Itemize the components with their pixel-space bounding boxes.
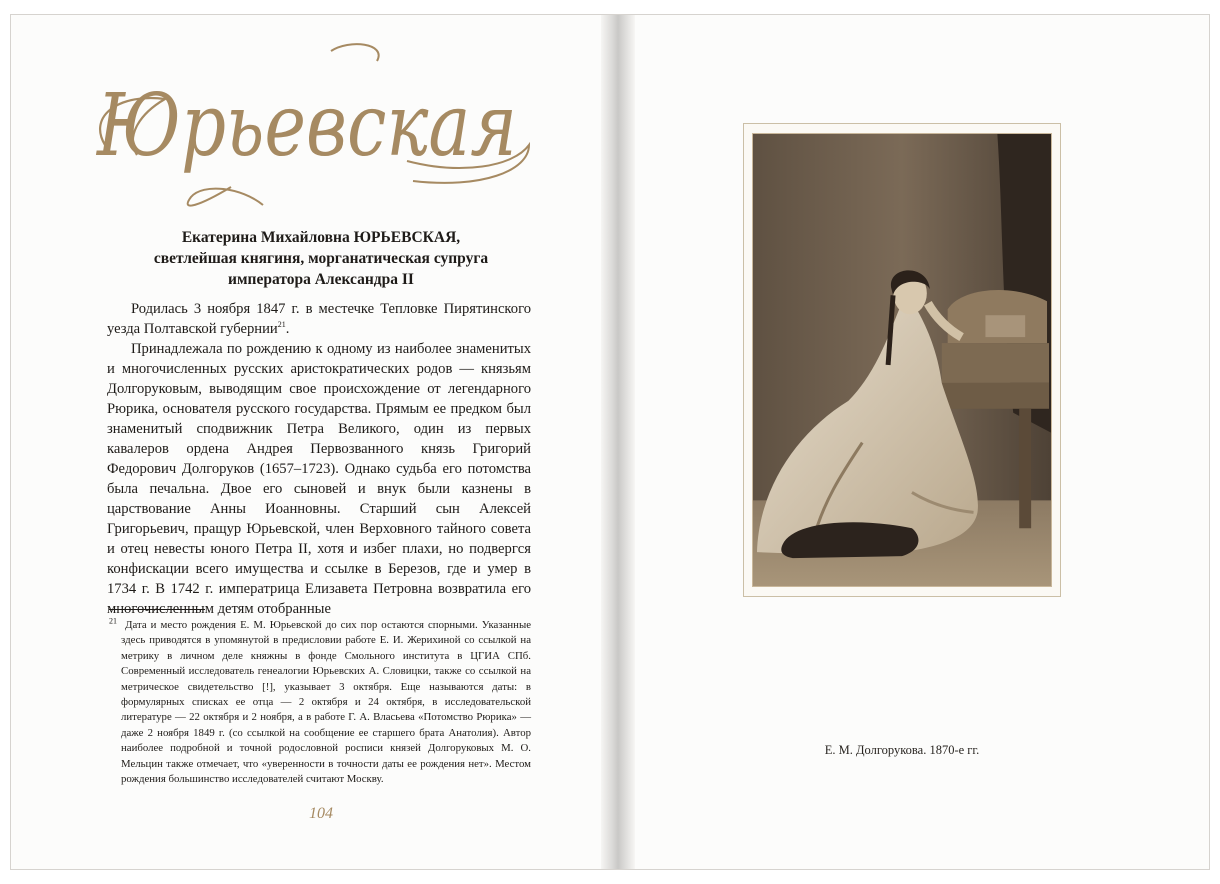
footnote-number: 21 <box>109 616 117 626</box>
paragraph-birth-text: Родилась 3 ноября 1847 г. в местечке Тепловке Пирятинского уезда Полтавской губернии <box>107 301 531 337</box>
body-text <box>107 299 531 619</box>
title-flourish-top <box>331 44 379 61</box>
left-page <box>11 15 606 869</box>
title-flourish-bottom <box>188 187 263 206</box>
portrait-photo <box>752 133 1052 587</box>
book-spread <box>10 14 1210 870</box>
heading-line-title: светлейшая княгиня, морганатическая супруга <box>153 250 489 267</box>
footnote-divider <box>109 609 205 610</box>
heading-line-name: Екатерина Михайловна ЮРЬЕВСКАЯ, <box>181 229 461 246</box>
chapter-title <box>81 37 531 213</box>
footnote-ref[interactable]: 21 <box>277 320 286 330</box>
paragraph-birth-end: . <box>285 321 290 337</box>
biography-heading <box>111 227 531 290</box>
footnote-paragraph <box>109 618 531 787</box>
footnote <box>109 618 531 787</box>
footnote-text: Дата и место рождения Е. М. Юрьевской до сих пор остаются спорными. Указанные здесь приводятся в упомянутой в предисловии работе Е. И. Жерихиной со ссылкой на метрику в личном деле княжны в фонде Смольного института в ЦГИА СПб. Современный исследователь генеалогии Юрьевских А. Словицки, также со ссылкой на метрическое свидетельство [!], указывает 3 октября. Еще называются даты: в формулярных списках ее отца — 2 октября и 24 октября, в исследовательской литературе — 22 октября и 2 ноября, а в работе Г. А. Власьева «Потомство Рюрика» — даже 2 ноября 1849 г. (со ссылкой на сообщение ее старшего брата Анатолия). Автор наиболее подробной и точной родословной росписи князей Долгоруковых М. О. Мельцин также отмечает, что «уверенности в точности даты ее рождения нет». Местом рождения большинство исследователей считают Москву. <box>121 619 531 786</box>
paragraph-birth <box>107 299 531 339</box>
heading-line-role: императора Александра II <box>228 271 414 288</box>
paragraph-lineage: Принадлежала по рождению к одному из наиболее знаменитых и многочисленных русских аристократических родов — князьям Долгоруковым, выводящим свое происхождение от легендарного Рюрика, основателя русского государства. Прямым ее предком был знаменитый сподвижник Петра Великого, один из первых кавалеров ордена Андрея Первозванного князь Григорий Федорович Долгоруков (1657–1723). Однако судьба его потомства была печальна. Двое его сыновей и внук были казнены в царствование Анны Иоанновны. Старший сын Алексей Григорьевич, пращур Юрьевской, член Верховного тайного совета и отец невесты юного Петра II, хотя и избег плахи, но подвергся конфискации всего имущества и ссылке в Березов, где и умер в 1734 г. В 1742 г. императрица Елизавета Петровна возвратила его многочисленным детям отобранные <box>107 341 531 617</box>
right-page <box>635 15 1211 869</box>
title-text: Юрьевская <box>95 76 518 176</box>
portrait-photo-image <box>753 134 1051 586</box>
photo-caption: Е. М. Долгорукова. 1870-е гг. <box>824 743 980 757</box>
title-calligraphy <box>81 37 531 213</box>
book-gutter <box>601 15 635 869</box>
photo-mat <box>743 123 1061 597</box>
page-number: 104 <box>309 805 333 822</box>
